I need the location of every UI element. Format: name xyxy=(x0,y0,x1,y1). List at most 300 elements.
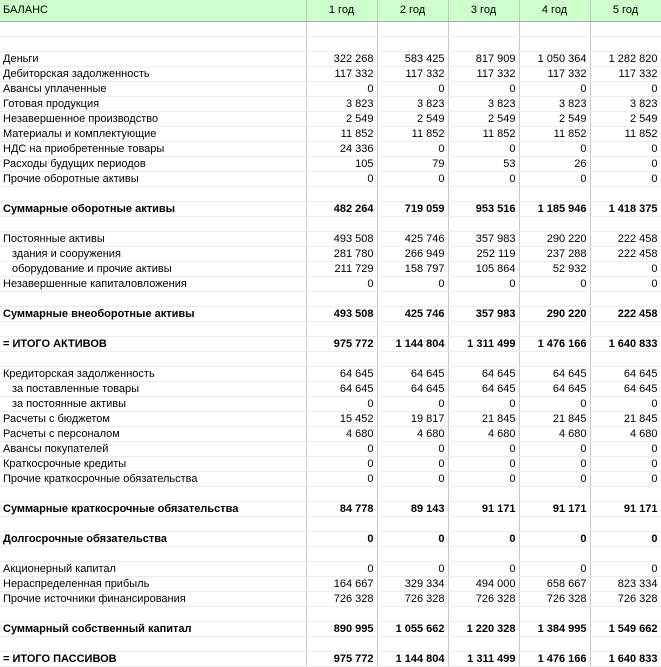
empty-cell[interactable] xyxy=(0,216,306,231)
empty-cell[interactable] xyxy=(590,516,661,531)
value-cell[interactable]: 0 xyxy=(377,471,448,486)
value-cell[interactable]: 53 xyxy=(448,156,519,171)
table-row xyxy=(0,96,661,111)
value-cell[interactable]: 0 xyxy=(306,81,377,96)
row-label-cell[interactable]: оборудование и прочие активы xyxy=(0,261,306,276)
empty-cell[interactable] xyxy=(377,291,448,306)
value-cell[interactable]: 1 418 375 xyxy=(590,201,661,216)
empty-cell[interactable] xyxy=(448,486,519,501)
value-cell[interactable]: 4 680 xyxy=(306,426,377,441)
value-cell[interactable]: 1 144 804 xyxy=(377,336,448,351)
empty-cell[interactable] xyxy=(377,21,448,36)
value-cell[interactable]: 0 xyxy=(377,441,448,456)
table-row xyxy=(0,141,661,156)
value-cell[interactable]: 24 336 xyxy=(306,141,377,156)
row-label-cell[interactable]: Авансы уплаченные xyxy=(0,81,306,96)
value-cell[interactable]: 89 143 xyxy=(377,501,448,516)
table-row xyxy=(0,231,661,246)
value-cell[interactable]: 0 xyxy=(590,456,661,471)
value-cell[interactable]: 0 xyxy=(448,171,519,186)
value-cell[interactable]: 726 328 xyxy=(377,591,448,606)
value-cell[interactable]: 0 xyxy=(306,396,377,411)
value-cell[interactable]: 2 549 xyxy=(519,111,590,126)
value-cell[interactable]: 11 852 xyxy=(448,126,519,141)
value-cell[interactable]: 21 845 xyxy=(590,411,661,426)
total-row xyxy=(0,501,661,516)
value-cell[interactable]: 91 171 xyxy=(519,501,590,516)
value-cell[interactable]: 79 xyxy=(377,156,448,171)
value-cell[interactable]: 0 xyxy=(519,471,590,486)
value-cell[interactable]: 0 xyxy=(590,171,661,186)
value-cell[interactable]: 0 xyxy=(448,531,519,546)
row-label-cell[interactable]: Авансы покупателей xyxy=(0,441,306,456)
value-cell[interactable]: 2 549 xyxy=(306,111,377,126)
year-header-cell[interactable]: 3 год xyxy=(448,0,519,21)
value-cell[interactable]: 84 778 xyxy=(306,501,377,516)
value-cell[interactable]: 1 050 364 xyxy=(519,51,590,66)
empty-cell[interactable] xyxy=(448,546,519,561)
empty-cell[interactable] xyxy=(448,321,519,336)
value-cell[interactable]: 117 332 xyxy=(590,66,661,81)
value-cell[interactable]: 117 332 xyxy=(377,66,448,81)
empty-cell[interactable] xyxy=(448,351,519,366)
empty-cell[interactable] xyxy=(590,216,661,231)
empty-cell[interactable] xyxy=(0,636,306,651)
empty-cell[interactable] xyxy=(377,516,448,531)
empty-cell[interactable] xyxy=(590,546,661,561)
row-label-cell[interactable]: Суммарные краткосрочные обязательства xyxy=(0,501,306,516)
sheet-title-cell[interactable]: БАЛАНС xyxy=(0,0,306,21)
table-row xyxy=(0,81,661,96)
value-cell[interactable]: 0 xyxy=(519,141,590,156)
value-cell[interactable]: 0 xyxy=(377,396,448,411)
value-cell[interactable]: 2 549 xyxy=(448,111,519,126)
empty-cell[interactable] xyxy=(306,21,377,36)
value-cell[interactable]: 890 995 xyxy=(306,621,377,636)
value-cell[interactable]: 0 xyxy=(519,441,590,456)
value-cell[interactable]: 237 288 xyxy=(519,246,590,261)
table-row xyxy=(0,471,661,486)
empty-row xyxy=(0,486,661,501)
value-cell[interactable]: 0 xyxy=(448,561,519,576)
value-cell[interactable]: 64 645 xyxy=(519,366,590,381)
value-cell[interactable]: 290 220 xyxy=(519,231,590,246)
value-cell[interactable]: 105 xyxy=(306,156,377,171)
value-cell[interactable]: 322 268 xyxy=(306,51,377,66)
empty-cell[interactable] xyxy=(448,516,519,531)
total-row xyxy=(0,201,661,216)
row-label-cell[interactable]: Долгосрочные обязательства xyxy=(0,531,306,546)
value-cell[interactable]: 117 332 xyxy=(306,66,377,81)
empty-cell[interactable] xyxy=(0,516,306,531)
year-header-cell[interactable]: 1 год xyxy=(306,0,377,21)
empty-cell[interactable] xyxy=(306,546,377,561)
value-cell[interactable]: 0 xyxy=(448,396,519,411)
value-cell[interactable]: 2 549 xyxy=(590,111,661,126)
value-cell[interactable]: 357 983 xyxy=(448,231,519,246)
value-cell[interactable]: 0 xyxy=(590,261,661,276)
value-cell[interactable]: 975 772 xyxy=(306,651,377,666)
value-cell[interactable]: 0 xyxy=(519,81,590,96)
value-cell[interactable]: 266 949 xyxy=(377,246,448,261)
empty-cell[interactable] xyxy=(306,291,377,306)
value-cell[interactable]: 0 xyxy=(377,276,448,291)
empty-row xyxy=(0,351,661,366)
row-label-cell[interactable]: Прочие источники финансирования xyxy=(0,591,306,606)
table-row xyxy=(0,246,661,261)
value-cell[interactable]: 726 328 xyxy=(519,591,590,606)
value-cell[interactable]: 11 852 xyxy=(306,126,377,141)
value-cell[interactable]: 0 xyxy=(519,171,590,186)
value-cell[interactable]: 0 xyxy=(448,456,519,471)
empty-cell[interactable] xyxy=(306,636,377,651)
empty-cell[interactable] xyxy=(0,186,306,201)
value-cell[interactable]: 222 458 xyxy=(590,231,661,246)
row-label-cell[interactable]: Расходы будущих периодов xyxy=(0,156,306,171)
value-cell[interactable]: 0 xyxy=(377,456,448,471)
empty-cell[interactable] xyxy=(0,21,306,36)
value-cell[interactable]: 15 452 xyxy=(306,411,377,426)
empty-cell[interactable] xyxy=(377,216,448,231)
row-label-cell[interactable]: за постоянные активы xyxy=(0,396,306,411)
value-cell[interactable]: 4 680 xyxy=(590,426,661,441)
value-cell[interactable]: 1 476 166 xyxy=(519,336,590,351)
empty-cell[interactable] xyxy=(306,516,377,531)
row-label-cell[interactable]: Прочие краткосрочные обязательства xyxy=(0,471,306,486)
value-cell[interactable]: 0 xyxy=(377,561,448,576)
empty-cell[interactable] xyxy=(377,351,448,366)
empty-cell[interactable] xyxy=(0,291,306,306)
empty-cell[interactable] xyxy=(448,606,519,621)
value-cell[interactable]: 21 845 xyxy=(448,411,519,426)
value-cell[interactable]: 0 xyxy=(377,141,448,156)
total-row xyxy=(0,336,661,351)
row-label-cell[interactable]: Акционерный капитал xyxy=(0,561,306,576)
empty-cell[interactable] xyxy=(590,351,661,366)
empty-cell[interactable] xyxy=(448,291,519,306)
value-cell[interactable]: 493 508 xyxy=(306,231,377,246)
table-row xyxy=(0,156,661,171)
value-cell[interactable]: 64 645 xyxy=(590,381,661,396)
value-cell[interactable]: 0 xyxy=(519,561,590,576)
value-cell[interactable]: 493 508 xyxy=(306,306,377,321)
value-cell[interactable]: 0 xyxy=(590,531,661,546)
value-cell[interactable]: 0 xyxy=(448,141,519,156)
value-cell[interactable]: 4 680 xyxy=(519,426,590,441)
value-cell[interactable]: 52 932 xyxy=(519,261,590,276)
empty-cell[interactable] xyxy=(0,321,306,336)
empty-cell[interactable] xyxy=(448,216,519,231)
value-cell[interactable]: 0 xyxy=(590,276,661,291)
year-header-cell[interactable]: 5 год xyxy=(590,0,661,21)
empty-cell[interactable] xyxy=(306,321,377,336)
empty-cell[interactable] xyxy=(306,36,377,51)
value-cell[interactable]: 64 645 xyxy=(519,381,590,396)
empty-cell[interactable] xyxy=(519,216,590,231)
row-label-cell[interactable]: Незавершенное производство xyxy=(0,111,306,126)
total-row xyxy=(0,531,661,546)
empty-cell[interactable] xyxy=(519,186,590,201)
value-cell[interactable]: 3 823 xyxy=(519,96,590,111)
empty-cell[interactable] xyxy=(377,321,448,336)
empty-cell[interactable] xyxy=(519,21,590,36)
value-cell[interactable]: 1 640 833 xyxy=(590,651,661,666)
empty-cell[interactable] xyxy=(519,321,590,336)
value-cell[interactable]: 0 xyxy=(377,531,448,546)
empty-cell[interactable] xyxy=(306,186,377,201)
empty-cell[interactable] xyxy=(306,486,377,501)
value-cell[interactable]: 0 xyxy=(306,441,377,456)
value-cell[interactable]: 0 xyxy=(519,276,590,291)
value-cell[interactable]: 1 282 820 xyxy=(590,51,661,66)
value-cell[interactable]: 726 328 xyxy=(590,591,661,606)
value-cell[interactable]: 0 xyxy=(306,561,377,576)
value-cell[interactable]: 0 xyxy=(519,396,590,411)
value-cell[interactable]: 494 000 xyxy=(448,576,519,591)
row-label-cell[interactable]: Материалы и комплектующие xyxy=(0,126,306,141)
row-label-cell[interactable]: Суммарный собственный капитал xyxy=(0,621,306,636)
value-cell[interactable]: 0 xyxy=(590,561,661,576)
empty-cell[interactable] xyxy=(377,36,448,51)
table-row xyxy=(0,396,661,411)
value-cell[interactable]: 975 772 xyxy=(306,336,377,351)
value-cell[interactable]: 11 852 xyxy=(519,126,590,141)
value-cell[interactable]: 1 549 662 xyxy=(590,621,661,636)
table-row xyxy=(0,276,661,291)
value-cell[interactable]: 91 171 xyxy=(590,501,661,516)
row-label-cell[interactable]: Прочие оборотные активы xyxy=(0,171,306,186)
value-cell[interactable]: 222 458 xyxy=(590,306,661,321)
value-cell[interactable]: 1 144 804 xyxy=(377,651,448,666)
table-row xyxy=(0,51,661,66)
value-cell[interactable]: 1 640 833 xyxy=(590,336,661,351)
empty-cell[interactable] xyxy=(0,351,306,366)
value-cell[interactable]: 64 645 xyxy=(306,381,377,396)
row-label-cell[interactable]: Расчеты с персоналом xyxy=(0,426,306,441)
empty-cell[interactable] xyxy=(590,36,661,51)
value-cell[interactable]: 4 680 xyxy=(448,426,519,441)
value-cell[interactable]: 726 328 xyxy=(448,591,519,606)
value-cell[interactable]: 726 328 xyxy=(306,591,377,606)
table-row xyxy=(0,441,661,456)
value-cell[interactable]: 0 xyxy=(306,276,377,291)
empty-cell[interactable] xyxy=(590,186,661,201)
value-cell[interactable]: 91 171 xyxy=(448,501,519,516)
row-label-cell[interactable]: Незавершенные капиталовложения xyxy=(0,276,306,291)
value-cell[interactable]: 0 xyxy=(590,441,661,456)
row-label-cell[interactable]: = ИТОГО АКТИВОВ xyxy=(0,336,306,351)
value-cell[interactable]: 211 729 xyxy=(306,261,377,276)
value-cell[interactable]: 105 864 xyxy=(448,261,519,276)
value-cell[interactable]: 64 645 xyxy=(377,366,448,381)
value-cell[interactable]: 0 xyxy=(590,156,661,171)
value-cell[interactable]: 0 xyxy=(377,81,448,96)
value-cell[interactable]: 4 680 xyxy=(377,426,448,441)
table-row xyxy=(0,426,661,441)
value-cell[interactable]: 425 746 xyxy=(377,231,448,246)
row-label-cell[interactable]: Расчеты с бюджетом xyxy=(0,411,306,426)
row-label-cell[interactable]: здания и сооружения xyxy=(0,246,306,261)
empty-cell[interactable] xyxy=(519,291,590,306)
value-cell[interactable]: 0 xyxy=(448,471,519,486)
empty-cell[interactable] xyxy=(519,516,590,531)
value-cell[interactable]: 719 059 xyxy=(377,201,448,216)
empty-cell[interactable] xyxy=(590,636,661,651)
empty-row xyxy=(0,516,661,531)
value-cell[interactable]: 1 311 499 xyxy=(448,651,519,666)
value-cell[interactable]: 3 823 xyxy=(377,96,448,111)
row-label-cell[interactable]: Суммарные внеоборотные активы xyxy=(0,306,306,321)
value-cell[interactable]: 0 xyxy=(448,276,519,291)
value-cell[interactable]: 222 458 xyxy=(590,246,661,261)
row-label-cell[interactable]: Готовая продукция xyxy=(0,96,306,111)
empty-cell[interactable] xyxy=(448,636,519,651)
total-row xyxy=(0,306,661,321)
empty-cell[interactable] xyxy=(377,486,448,501)
table-row xyxy=(0,171,661,186)
table-row xyxy=(0,366,661,381)
empty-cell[interactable] xyxy=(590,291,661,306)
value-cell[interactable]: 11 852 xyxy=(590,126,661,141)
empty-row xyxy=(0,186,661,201)
row-label-cell[interactable]: Нераспределенная прибыль xyxy=(0,576,306,591)
table-row xyxy=(0,576,661,591)
value-cell[interactable]: 64 645 xyxy=(377,381,448,396)
value-cell[interactable]: 64 645 xyxy=(448,366,519,381)
empty-cell[interactable] xyxy=(0,36,306,51)
value-cell[interactable]: 0 xyxy=(448,81,519,96)
empty-cell[interactable] xyxy=(306,606,377,621)
empty-cell[interactable] xyxy=(377,606,448,621)
value-cell[interactable]: 19 817 xyxy=(377,411,448,426)
empty-cell[interactable] xyxy=(590,606,661,621)
empty-row xyxy=(0,216,661,231)
value-cell[interactable]: 583 425 xyxy=(377,51,448,66)
empty-cell[interactable] xyxy=(0,486,306,501)
header-row xyxy=(0,0,661,21)
table-row xyxy=(0,66,661,81)
empty-row xyxy=(0,606,661,621)
value-cell[interactable]: 290 220 xyxy=(519,306,590,321)
year-header-cell[interactable]: 2 год xyxy=(377,0,448,21)
value-cell[interactable]: 252 119 xyxy=(448,246,519,261)
empty-cell[interactable] xyxy=(0,606,306,621)
empty-cell[interactable] xyxy=(519,636,590,651)
empty-cell[interactable] xyxy=(590,486,661,501)
row-label-cell[interactable]: Суммарные оборотные активы xyxy=(0,201,306,216)
value-cell[interactable]: 117 332 xyxy=(519,66,590,81)
value-cell[interactable]: 0 xyxy=(590,81,661,96)
table-row xyxy=(0,126,661,141)
value-cell[interactable]: 3 823 xyxy=(448,96,519,111)
row-label-cell[interactable]: за поставленные товары xyxy=(0,381,306,396)
value-cell[interactable]: 953 516 xyxy=(448,201,519,216)
value-cell[interactable]: 0 xyxy=(519,531,590,546)
year-header-cell[interactable]: 4 год xyxy=(519,0,590,21)
empty-row xyxy=(0,36,661,51)
value-cell[interactable]: 64 645 xyxy=(590,366,661,381)
value-cell[interactable]: 0 xyxy=(590,396,661,411)
value-cell[interactable]: 0 xyxy=(448,441,519,456)
value-cell[interactable]: 0 xyxy=(306,471,377,486)
value-cell[interactable]: 281 780 xyxy=(306,246,377,261)
value-cell[interactable]: 164 667 xyxy=(306,576,377,591)
value-cell[interactable]: 658 667 xyxy=(519,576,590,591)
value-cell[interactable]: 817 909 xyxy=(448,51,519,66)
table-row xyxy=(0,456,661,471)
value-cell[interactable]: 2 549 xyxy=(377,111,448,126)
row-label-cell[interactable]: Кредиторская задолженность xyxy=(0,366,306,381)
value-cell[interactable]: 0 xyxy=(306,171,377,186)
value-cell[interactable]: 64 645 xyxy=(306,366,377,381)
empty-cell[interactable] xyxy=(519,546,590,561)
row-label-cell[interactable]: Краткосрочные кредиты xyxy=(0,456,306,471)
empty-cell[interactable] xyxy=(519,606,590,621)
value-cell[interactable]: 0 xyxy=(306,456,377,471)
row-label-cell[interactable]: НДС на приобретенные товары xyxy=(0,141,306,156)
value-cell[interactable]: 0 xyxy=(590,471,661,486)
value-cell[interactable]: 64 645 xyxy=(448,381,519,396)
value-cell[interactable]: 0 xyxy=(377,171,448,186)
value-cell[interactable]: 26 xyxy=(519,156,590,171)
value-cell[interactable]: 357 983 xyxy=(448,306,519,321)
empty-cell[interactable] xyxy=(377,636,448,651)
empty-cell[interactable] xyxy=(306,351,377,366)
empty-cell[interactable] xyxy=(590,21,661,36)
empty-cell[interactable] xyxy=(0,546,306,561)
value-cell[interactable]: 0 xyxy=(590,141,661,156)
value-cell[interactable]: 1 311 499 xyxy=(448,336,519,351)
empty-cell[interactable] xyxy=(519,36,590,51)
value-cell[interactable]: 3 823 xyxy=(590,96,661,111)
empty-cell[interactable] xyxy=(377,546,448,561)
value-cell[interactable]: 1 055 662 xyxy=(377,621,448,636)
empty-cell[interactable] xyxy=(590,321,661,336)
row-label-cell[interactable]: Деньги xyxy=(0,51,306,66)
empty-cell[interactable] xyxy=(448,186,519,201)
value-cell[interactable]: 117 332 xyxy=(448,66,519,81)
value-cell[interactable]: 0 xyxy=(306,531,377,546)
empty-cell[interactable] xyxy=(519,486,590,501)
value-cell[interactable]: 1 384 995 xyxy=(519,621,590,636)
table-row xyxy=(0,111,661,126)
empty-cell[interactable] xyxy=(306,216,377,231)
value-cell[interactable]: 823 334 xyxy=(590,576,661,591)
value-cell[interactable]: 3 823 xyxy=(306,96,377,111)
value-cell[interactable]: 158 797 xyxy=(377,261,448,276)
empty-cell[interactable] xyxy=(377,186,448,201)
row-label-cell[interactable]: Дебиторская задолженность xyxy=(0,66,306,81)
value-cell[interactable]: 482 264 xyxy=(306,201,377,216)
empty-row xyxy=(0,546,661,561)
empty-row xyxy=(0,21,661,36)
empty-cell[interactable] xyxy=(519,351,590,366)
value-cell[interactable]: 329 334 xyxy=(377,576,448,591)
value-cell[interactable]: 1 220 328 xyxy=(448,621,519,636)
value-cell[interactable]: 425 746 xyxy=(377,306,448,321)
empty-row xyxy=(0,291,661,306)
value-cell[interactable]: 1 476 166 xyxy=(519,651,590,666)
empty-cell[interactable] xyxy=(448,36,519,51)
empty-cell[interactable] xyxy=(448,21,519,36)
table-row xyxy=(0,561,661,576)
value-cell[interactable]: 1 185 946 xyxy=(519,201,590,216)
value-cell[interactable]: 0 xyxy=(519,456,590,471)
value-cell[interactable]: 11 852 xyxy=(377,126,448,141)
value-cell[interactable]: 21 845 xyxy=(519,411,590,426)
row-label-cell[interactable]: Постоянные активы xyxy=(0,231,306,246)
row-label-cell[interactable]: = ИТОГО ПАССИВОВ xyxy=(0,651,306,666)
